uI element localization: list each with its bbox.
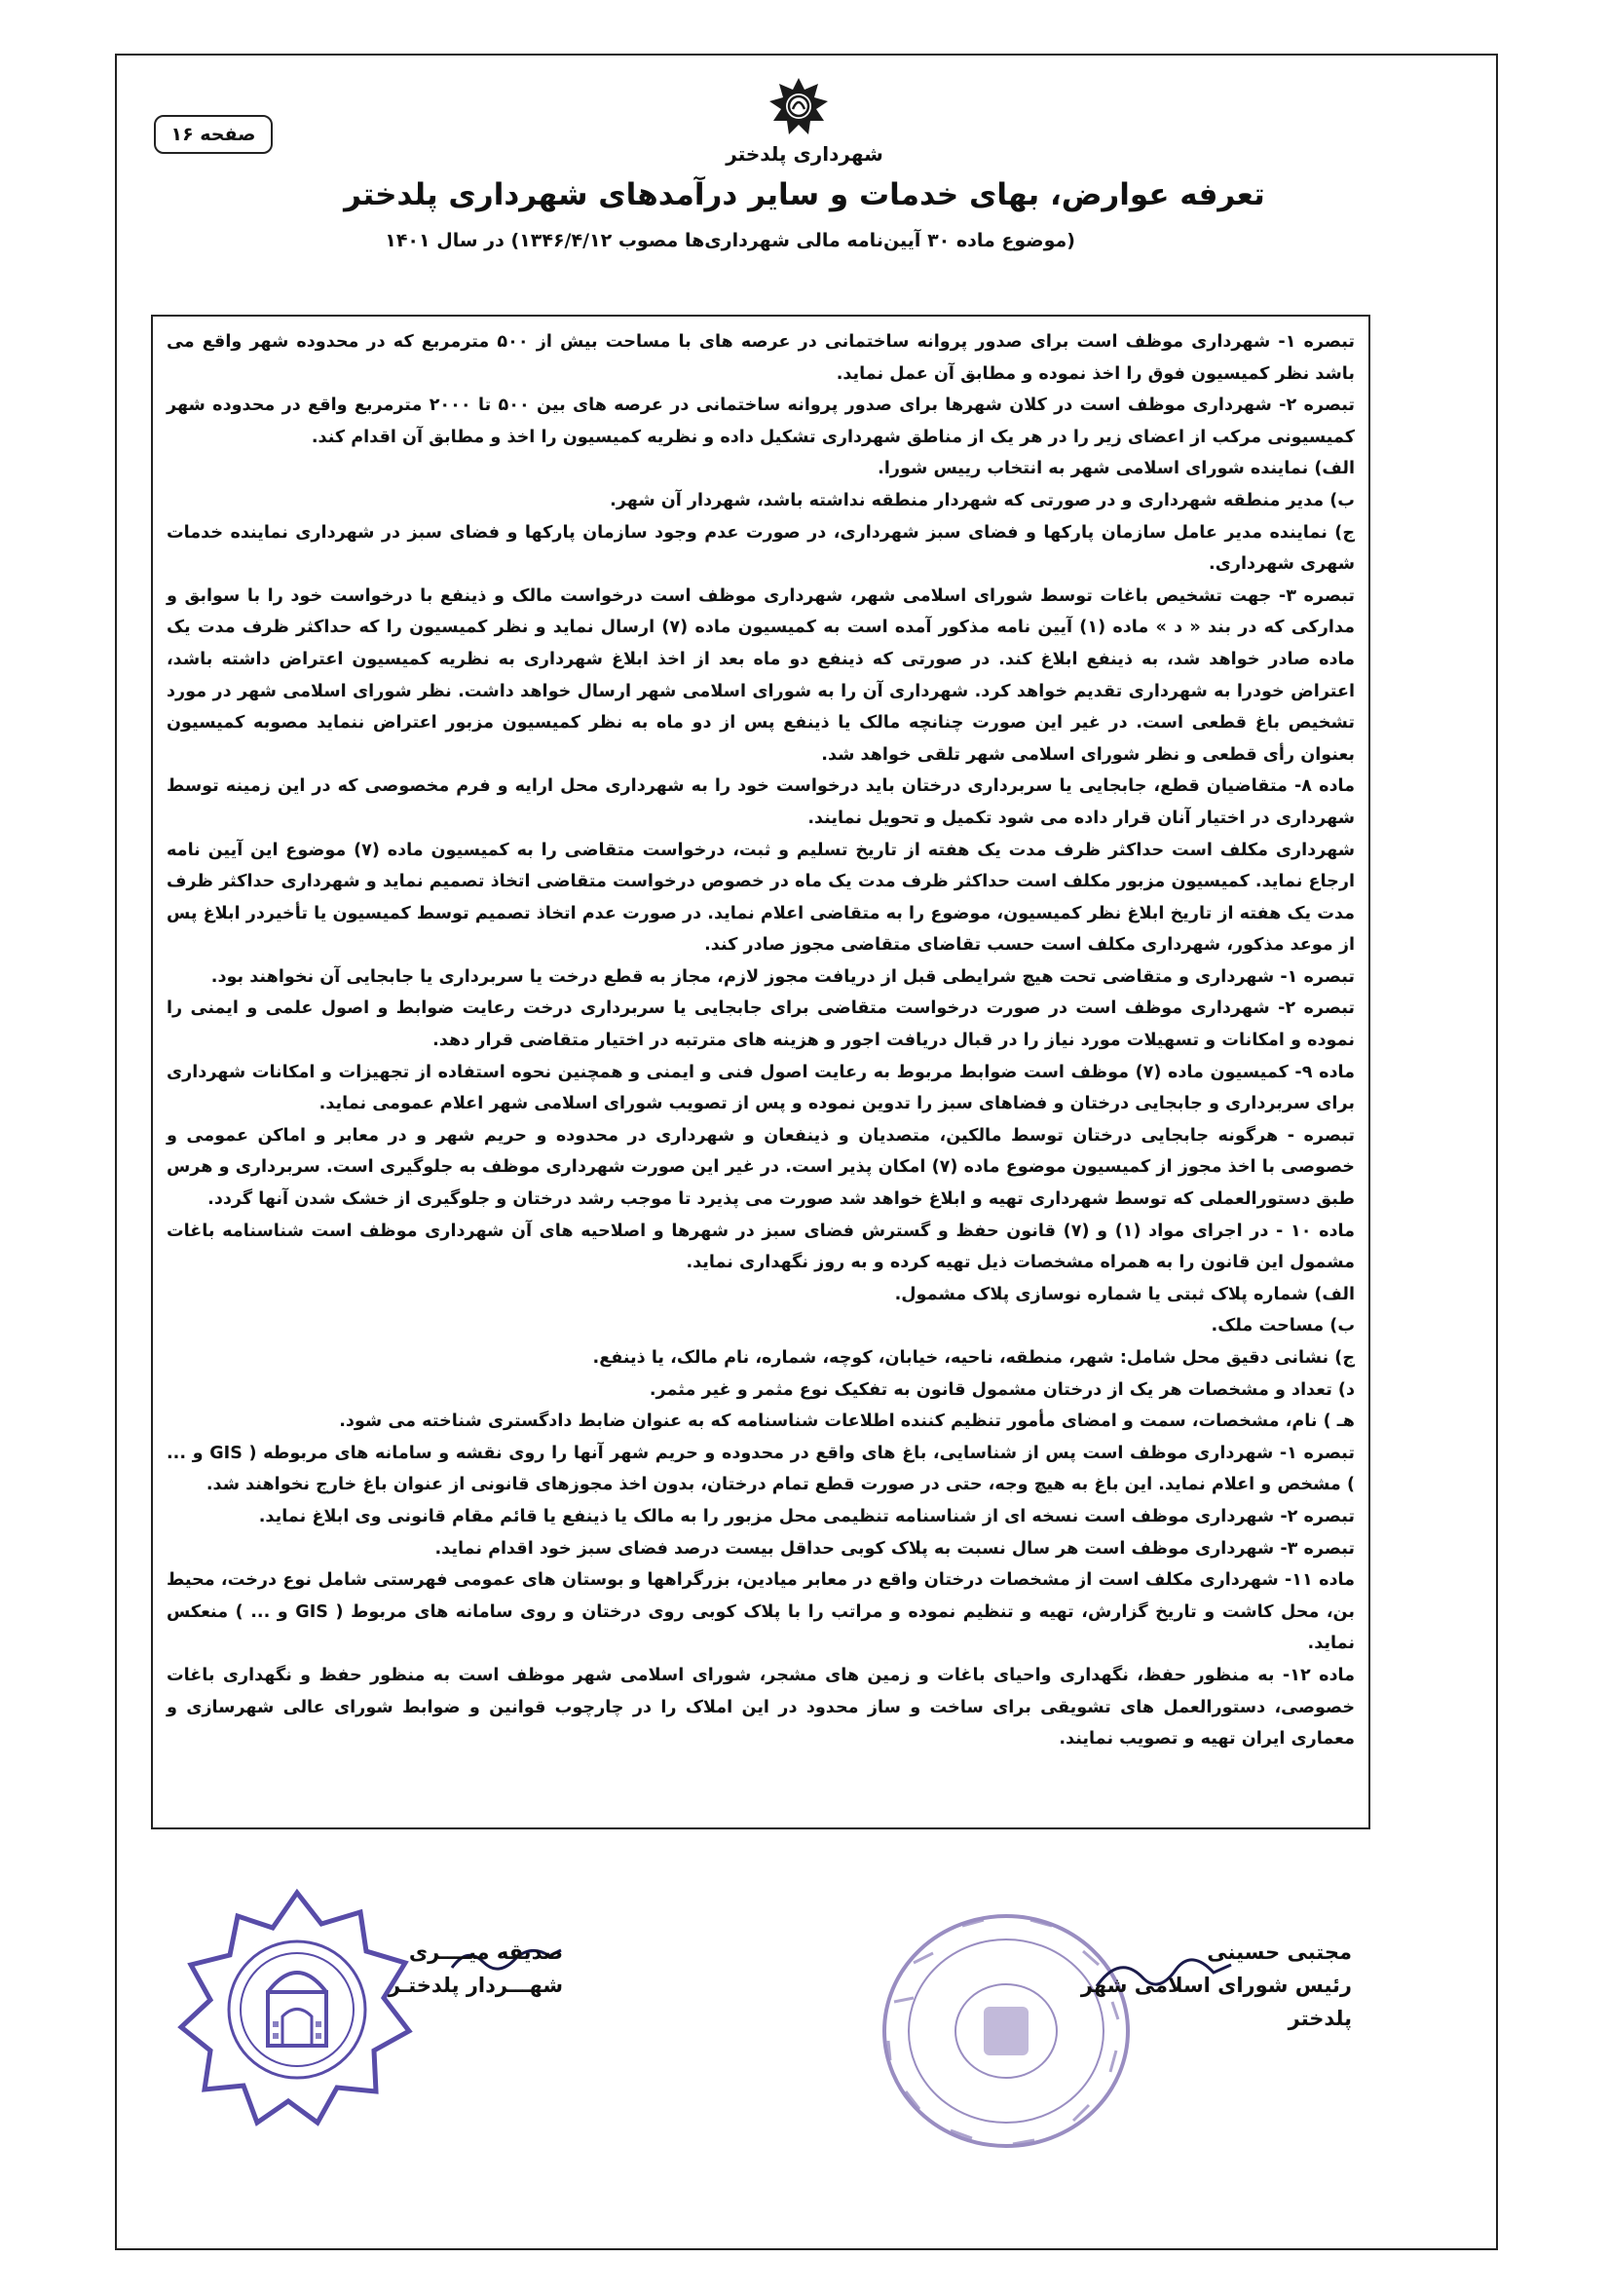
clause-paragraph: الف) نماینده شورای اسلامی شهر به انتخاب رییس شورا. [878,459,1355,479]
clause-paragraph: تبصره ۱- شهرداری موظف است برای صدور پروانه ساختمانی در عرصه های با مساحت بیش از ۵۰۰ مترمربع که در محدوده شهر واقع می باشد نظر کمیسیون فوق را اخذ نموده و مطابق آن عمل نماید. [167,332,1355,384]
municipality-stamp-icon [175,1885,419,2128]
clause-paragraph: ج) نماینده مدیر عامل سازمان پارکها و فضای سبز شهرداری، در صورت عدم وجود سازمان پارکها و فضای سبز در شهرداری نماینده خدمات شهری شهرداری. [167,522,1355,575]
clause-paragraph: ماده ۸- متقاضیان قطع، جابجایی یا سربرداری درختان باید درخواست خود را به شهرداری محل ارایه و فرم مخصوصی که در این زمینه توسط شهرداری در اختیار آنان قرار داده می شود تکمیل و تحویل نمایند. [167,776,1355,828]
clause-paragraph: تبصره - هرگونه جابجایی درختان توسط مالکین، متصدیان و ذینفعان و شهرداری در محدوده و حریم شهر و در معابر و اماکن عمومی و خصوصی با اخذ مجوز از کمیسیون موضوع ماده (۷) امکان پذیر است. در غیر این صورت شهرداری موظف به جلوگیری است. سربرداری و هرس طبق دستورالعملی که توسط شهرداری تهیه و ابلاغ خواهد شد صورت می پذیرد تا موجب رشد درختان و جلوگیری از خشک شدن آنها گردد. [167,1125,1355,1210]
clause-paragraph: ماده ۹- کمیسیون ماده (۷) موظف است ضوابط مربوط به رعایت اصول فنی و ایمنی و همچنین نحوه استفاده از تجهیزات و امکانات شهرداری برای سربرداری و جابجایی درختان و فضاهای سبز را تدوین نموده و پس از تصویب شورای اسلامی شهر اعلام عمومی نماید. [167,1062,1355,1114]
clause-paragraph: تبصره ۱- شهرداری و متقاضی تحت هیچ شرایطی قبل از دریافت مجوز لازم، مجاز به قطع درخت یا سربرداری یا جابجایی آن نخواهند بود. [210,966,1355,987]
clause-paragraph: د) تعداد و مشخصات هر یک از درختان مشمول قانون به تفکیک نوع مثمر و غیر مثمر. [649,1379,1355,1400]
mayor-name: صدیقه میــــری [408,1940,563,1964]
clause-paragraph: تبصره ۳- شهرداری موظف است هر سال نسبت به پلاک کوبی حداقل بیست درصد فضای سبز خود اقدام نماید. [434,1538,1355,1559]
clause-list [167,326,1355,1755]
clause-paragraph: تبصره ۲- شهرداری موظف است نسخه ای از شناسنامه تنظیمی محل مزبور را به مالک یا ذینفع یا قائم مقام قانونی وی ابلاغ نماید. [258,1506,1355,1526]
municipality-logo-icon [767,76,830,138]
clause-paragraph: ماده ۱۲- به منظور حفظ، نگهداری واحیای باغات و زمین های مشجر، شورای اسلامی شهر موظف است به منظور حفظ و نگهداری باغات خصوصی، دستورالعمل های تشویقی برای ساخت و ساز محدود در این املاک را در چارچوب قوانین و ضوابط شورای عالی شهرسازی و معماری ایران تهیه و تصویب نمایند. [167,1665,1355,1750]
document-title: تعرفه عوارض، بهای خدمات و سایر درآمدهای شهرداری پلدختر [344,177,1265,212]
regulation-text-box [151,315,1370,1829]
council-head-title: رئیس شورای اسلامی شهر پلدختر [1080,1974,1352,2030]
clause-paragraph: تبصره ۱- شهرداری موظف است پس از شناسایی، باغ های واقع در محدوده و حریم شهر آنها را روی نقشه و سامانه های مربوطه ( GIS و ... ) مشخص و اعلام نماید. این باغ به هیچ وجه، حتی در صورت قطع تمام درختان، بدون اخذ مجوزهای قانونی از عنوان باغ خارج نخواهند شد. [167,1443,1355,1495]
page-number-badge: صفحه ۱۶ [154,115,273,154]
document-subtitle: (موضوع ماده ۳۰ آیین‌نامه مالی شهرداری‌ها مصوب ۱۳۴۶/۴/۱۲) در سال ۱۴۰۱ [385,230,1075,251]
clause-paragraph: هـ ) نام، مشخصات، سمت و امضای مأمور تنظیم کننده اطلاعات شناسنامه که به عنوان ضابط دادگستری شناخته می شود. [339,1411,1355,1432]
clause-paragraph: تبصره ۳- جهت تشخیص باغات توسط شورای اسلامی شهر، شهرداری موظف است درخواست مالک و ذینفع با درخواست خود را با سوابق و مدارکی که در بند « د » ماده (۱) آیین نامه مذکور آمده است به کمیسیون ماده (۷) ارسال نماید و نظر کمیسیون را که حداکثر ظرف مدت یک ماده صادر خواهد شد، به ذینفع ابلاغ کند. در صورتی که ذینفع دو ماه بعد از اخذ ابلاغ شهرداری به نظریه کمیسیون اعتراض داشته باشد، اعتراض خودرا به شهرداری تقدیم خواهد کرد. شهرداری آن را به شورای اسلامی شهر ارسال خواهد داشت. نظر شورای اسلامی شهر در مورد تشخیص باغ قطعی است. در غیر این صورت چنانچه مالک یا ذینفع پس از دو ماه به نظر کمیسیون مزبور اعتراض ننماید مصوبه کمیسیون بعنوان رأی قطعی و نظر شورای اسلامی شهر تلقی خواهد شد. [167,585,1355,765]
clause-paragraph: الف) شماره پلاک ثبتی یا شماره نوسازی پلاک مشمول. [894,1284,1355,1304]
clause-paragraph: تبصره ۲- شهرداری موظف است در صورت درخواست متقاضی برای جابجایی یا سربرداری درخت رعایت ضوابط و اصول علمی و ایمنی را نموده و امکانات و تسهیلات مورد نیاز را در قبال دریافت اجور و هزینه های مترتبه در اختیار متقاضی قرار دهد. [167,998,1355,1051]
clause-paragraph: ج) نشانی دقیق محل شامل: شهر، منطقه، ناحیه، خیابان، کوچه، شماره، نام مالک، یا ذینفع. [592,1348,1355,1368]
council-head-signature-block [1060,1936,1352,2035]
clause-paragraph: ب) مدیر منطقه شهرداری و در صورتی که شهردار منطقه نداشته باشد، شهردار آن شهر. [610,490,1355,510]
mayor-title: شهـــردار پلدختـر [388,1974,563,1997]
mayor-signature-block [329,1936,563,2002]
clause-paragraph: ماده ۱۰ - در اجرای مواد (۱) و (۷) قانون حفظ و گسترش فضای سبز در شهرها و اصلاحیه های آن شهرداری موظف است شناسنامه باغات مشمول این قانون را به همراه مشخصات ذیل تهیه کرده و به روز نگهداری نماید. [167,1221,1355,1273]
clause-paragraph: ب) مساحت ملک. [1211,1316,1355,1336]
clause-paragraph: تبصره ۲- شهرداری موظف است در کلان شهرها برای صدور پروانه ساختمانی در عرصه های بین ۵۰۰ تا ۲۰۰۰ مترمربع واقع در محدوده شهر کمیسیونی مرکب از اعضای زیر را در هر یک از مناطق شهرداری تشکیل داده و نظریه کمیسیون را اخذ و مطابق آن اقدام کند. [167,395,1355,447]
clause-paragraph: شهرداری مکلف است حداکثر ظرف مدت یک هفته از تاریخ تسلیم و ثبت، درخواست متقاضی را به کمیسیون ماده (۷) موضوع این آیین نامه ارجاع نماید. کمیسیون مزبور مکلف است حداکثر ظرف مدت یک ماه در خصوص درخواست متقاضی اتخاذ تصمیم نماید و شهرداری حداکثر ظرف مدت یک هفته از تاریخ ابلاغ نظر کمیسیون، موضوع را به متقاضی اعلام نماید. در صورت عدم اتخاذ تصمیم توسط کمیسیون یا تأخیردر ابلاغ پس از موعد مذکور، شهرداری مکلف است حسب تقاضای متقاضی مجوز صادر کند. [167,840,1355,956]
council-head-name: مجتبی حسینی [1207,1940,1352,1964]
clause-paragraph: ماده ۱۱- شهرداری مکلف است از مشخصات درختان واقع در معابر میادین، بزرگراهها و بوستان های عمومی فهرستی شامل نوع درخت، محیط بن، محل کاشت و تاریخ گزارش، تهیه و تنظیم نموده و مراتب را با پلاک کوبی روی درختان و روی سامانه های مربوط ( GIS و ... ) منعکس نماید. [167,1570,1355,1654]
organization-name: شهرداری پلدختر [726,142,883,166]
